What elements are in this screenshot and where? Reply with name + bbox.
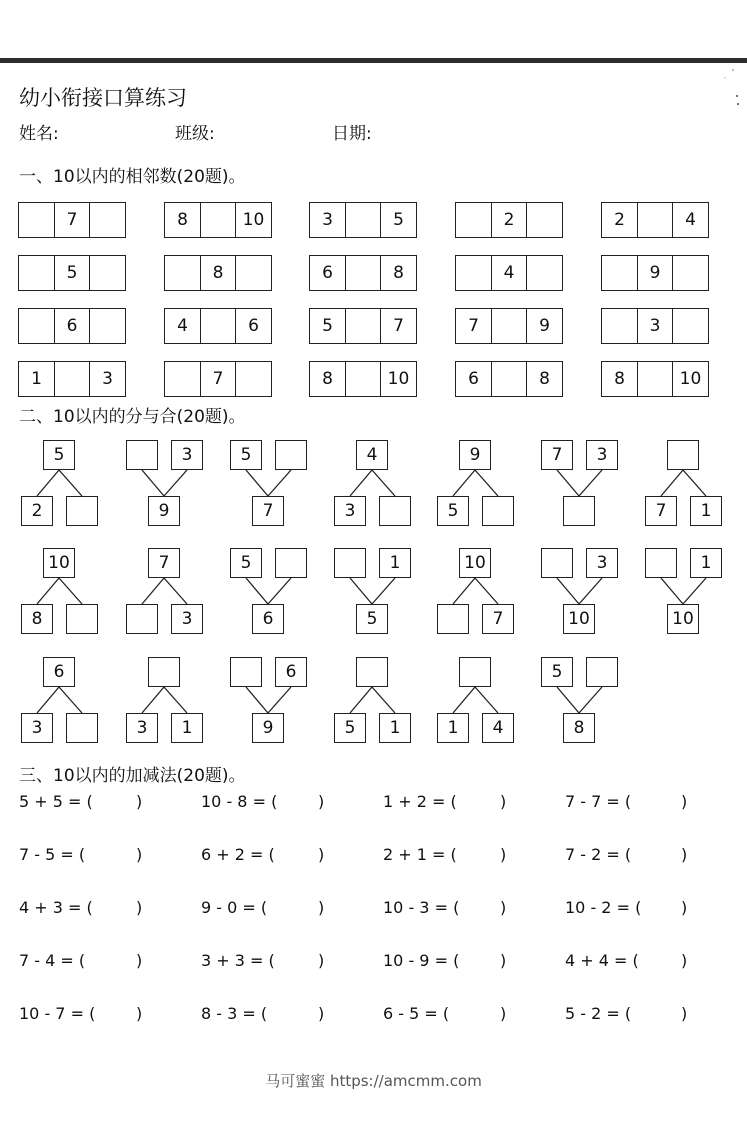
equation-text: 2 + 1 = ( <box>383 845 457 864</box>
adjacent-cell: 3 <box>637 308 674 344</box>
date-label: 日期: <box>332 124 372 144</box>
equation-text: 1 + 2 = ( <box>383 792 457 811</box>
equation-text: 4 + 3 = ( <box>19 898 93 917</box>
bond-top-box <box>148 657 180 687</box>
bond-bottom-box: 9 <box>252 713 284 743</box>
bond-line <box>246 578 268 604</box>
bond-right-box: 3 <box>171 604 203 634</box>
bond-right-box <box>66 496 98 526</box>
equation-text: 7 - 7 = ( <box>565 792 632 811</box>
adjacent-cell: 7 <box>200 361 237 397</box>
bond-right-box: 3 <box>171 440 203 470</box>
bond-top-box <box>667 440 699 470</box>
bond-line <box>557 470 579 496</box>
answer-close-paren: ) <box>318 898 325 917</box>
equation-text: 10 - 3 = ( <box>383 898 460 917</box>
bond-line <box>246 687 268 713</box>
bond-right-box: 1 <box>171 713 203 743</box>
bond-line <box>164 687 187 713</box>
adjacent-cell: 6 <box>309 255 346 291</box>
adjacent-cell: 6 <box>235 308 272 344</box>
adjacent-cell: 3 <box>309 202 346 238</box>
bond-left-box: 3 <box>126 713 158 743</box>
bond-line <box>683 470 706 496</box>
equation-text: 8 - 3 = ( <box>201 1004 268 1023</box>
adjacent-cell: 7 <box>380 308 417 344</box>
bond-left-box: 5 <box>230 440 262 470</box>
adjacent-cell: 8 <box>164 202 201 238</box>
bond-top-box: 10 <box>459 548 491 578</box>
bond-left-box <box>126 604 158 634</box>
bond-left-box: 2 <box>21 496 53 526</box>
bond-left-box: 5 <box>437 496 469 526</box>
bond-bottom-box <box>563 496 595 526</box>
bond-line <box>661 578 683 604</box>
bond-right-box <box>482 496 514 526</box>
bond-line <box>142 470 164 496</box>
answer-close-paren: ) <box>136 1004 143 1023</box>
section2-title: 二、10以内的分与合(20题)。 <box>19 407 246 427</box>
bond-bottom-box: 5 <box>356 604 388 634</box>
bond-bottom-box: 6 <box>252 604 284 634</box>
bond-line <box>683 578 706 604</box>
bond-line <box>372 578 395 604</box>
bond-line <box>453 687 475 713</box>
bond-line <box>268 578 291 604</box>
answer-close-paren: ) <box>681 898 688 917</box>
bond-top-box: 6 <box>43 657 75 687</box>
equation-text: 10 - 8 = ( <box>201 792 278 811</box>
bond-top-box: 7 <box>148 548 180 578</box>
answer-close-paren: ) <box>136 845 143 864</box>
bond-right-box: 1 <box>690 548 722 578</box>
bond-right-box: 1 <box>379 713 411 743</box>
bond-line <box>37 687 59 713</box>
bond-right-box: 1 <box>690 496 722 526</box>
section3-title: 三、10以内的加减法(20题)。 <box>19 766 246 786</box>
equation-text: 6 - 5 = ( <box>383 1004 450 1023</box>
adjacent-cell: 3 <box>89 361 126 397</box>
equation-text: 10 - 2 = ( <box>565 898 642 917</box>
bond-line <box>453 470 475 496</box>
bond-line <box>475 687 498 713</box>
bond-top-box: 10 <box>43 548 75 578</box>
bond-right-box: 3 <box>586 440 618 470</box>
adjacent-cell: 8 <box>309 361 346 397</box>
bond-top-box <box>459 657 491 687</box>
bond-right-box: 4 <box>482 713 514 743</box>
bond-line <box>59 578 82 604</box>
bond-bottom-box: 8 <box>563 713 595 743</box>
adjacent-cell: 5 <box>54 255 91 291</box>
answer-close-paren: ) <box>500 1004 507 1023</box>
equation-text: 3 + 3 = ( <box>201 951 275 970</box>
adjacent-cell: 4 <box>672 202 709 238</box>
bond-left-box: 5 <box>541 657 573 687</box>
equation-text: 7 - 5 = ( <box>19 845 86 864</box>
equation-text: 7 - 4 = ( <box>19 951 86 970</box>
bond-bottom-box: 10 <box>667 604 699 634</box>
bond-line <box>59 687 82 713</box>
bond-line <box>475 470 498 496</box>
adjacent-cell: 9 <box>637 255 674 291</box>
section1-title: 一、10以内的相邻数(20题)。 <box>19 167 246 187</box>
bond-left-box <box>126 440 158 470</box>
bond-top-box: 9 <box>459 440 491 470</box>
equation-text: 10 - 7 = ( <box>19 1004 96 1023</box>
answer-close-paren: ) <box>681 951 688 970</box>
bond-right-box: 6 <box>275 657 307 687</box>
answer-close-paren: ) <box>500 792 507 811</box>
adjacent-cell: 6 <box>54 308 91 344</box>
class-label: 班级: <box>175 124 215 144</box>
adjacent-cell: 8 <box>526 361 563 397</box>
answer-close-paren: ) <box>500 845 507 864</box>
bond-left-box: 8 <box>21 604 53 634</box>
bond-left-box: 5 <box>334 713 366 743</box>
bond-line <box>350 470 372 496</box>
bond-line <box>268 687 291 713</box>
adjacent-cell: 10 <box>672 361 709 397</box>
bond-line <box>579 687 602 713</box>
bond-line <box>661 470 683 496</box>
adjacent-cell: 7 <box>455 308 492 344</box>
equation-text: 4 + 4 = ( <box>565 951 639 970</box>
answer-close-paren: ) <box>681 845 688 864</box>
bond-line <box>372 470 395 496</box>
bond-bottom-box: 10 <box>563 604 595 634</box>
adjacent-cell: 4 <box>491 255 528 291</box>
bond-right-box <box>66 713 98 743</box>
bond-left-box: 7 <box>645 496 677 526</box>
bond-line <box>350 687 372 713</box>
adjacent-cell: 5 <box>309 308 346 344</box>
bond-left-box <box>541 548 573 578</box>
bond-line <box>142 578 164 604</box>
answer-close-paren: ) <box>500 951 507 970</box>
bond-top-box: 5 <box>43 440 75 470</box>
answer-close-paren: ) <box>136 898 143 917</box>
adjacent-cell: 8 <box>601 361 638 397</box>
answer-close-paren: ) <box>500 898 507 917</box>
bond-left-box: 3 <box>334 496 366 526</box>
bond-left-box <box>230 657 262 687</box>
answer-close-paren: ) <box>136 951 143 970</box>
adjacent-cell: 9 <box>526 308 563 344</box>
bond-line <box>579 578 602 604</box>
bond-right-box: 1 <box>379 548 411 578</box>
equation-text: 5 - 2 = ( <box>565 1004 632 1023</box>
bond-right-box <box>379 496 411 526</box>
bond-line <box>164 470 187 496</box>
answer-close-paren: ) <box>318 951 325 970</box>
bond-left-box <box>645 548 677 578</box>
bond-line <box>557 578 579 604</box>
bond-bottom-box: 7 <box>252 496 284 526</box>
bond-top-box <box>356 657 388 687</box>
answer-close-paren: ) <box>318 792 325 811</box>
adjacent-cell: 5 <box>380 202 417 238</box>
bond-left-box: 7 <box>541 440 573 470</box>
bond-right-box <box>275 548 307 578</box>
equation-text: 5 + 5 = ( <box>19 792 93 811</box>
name-label: 姓名: <box>19 124 59 144</box>
bond-line <box>557 687 579 713</box>
adjacent-cell: 8 <box>200 255 237 291</box>
adjacent-cell: 4 <box>164 308 201 344</box>
bond-line <box>59 470 82 496</box>
answer-close-paren: ) <box>681 792 688 811</box>
bond-line <box>579 470 602 496</box>
bond-line <box>246 470 268 496</box>
equation-text: 10 - 9 = ( <box>383 951 460 970</box>
bond-line <box>475 578 498 604</box>
bond-right-box <box>586 657 618 687</box>
bond-right-box: 3 <box>586 548 618 578</box>
bond-right-box <box>66 604 98 634</box>
adjacent-cell: 7 <box>54 202 91 238</box>
adjacent-cell: 2 <box>601 202 638 238</box>
adjacent-cell: 6 <box>455 361 492 397</box>
equation-text: 7 - 2 = ( <box>565 845 632 864</box>
equation-text: 9 - 0 = ( <box>201 898 268 917</box>
bond-top-box: 4 <box>356 440 388 470</box>
equation-text: 6 + 2 = ( <box>201 845 275 864</box>
bond-line <box>37 578 59 604</box>
bond-right-box: 7 <box>482 604 514 634</box>
bond-line <box>37 470 59 496</box>
bond-line <box>164 578 187 604</box>
bond-line <box>142 687 164 713</box>
footer-watermark: 马可蜜蜜 https://amcmm.com <box>265 1072 482 1090</box>
bond-line <box>350 578 372 604</box>
adjacent-cell: 2 <box>491 202 528 238</box>
bond-left-box: 3 <box>21 713 53 743</box>
bond-right-box <box>275 440 307 470</box>
answer-close-paren: ) <box>681 1004 688 1023</box>
adjacent-cell: 10 <box>380 361 417 397</box>
bond-left-box <box>437 604 469 634</box>
bond-line <box>268 470 291 496</box>
bond-left-box <box>334 548 366 578</box>
answer-close-paren: ) <box>318 1004 325 1023</box>
adjacent-cell: 10 <box>235 202 272 238</box>
answer-close-paren: ) <box>136 792 143 811</box>
bond-left-box: 5 <box>230 548 262 578</box>
answer-close-paren: ) <box>318 845 325 864</box>
page-title: 幼小衔接口算练习 <box>19 86 187 110</box>
bond-line <box>372 687 395 713</box>
adjacent-cell: 1 <box>18 361 55 397</box>
adjacent-cell: 8 <box>380 255 417 291</box>
bond-bottom-box: 9 <box>148 496 180 526</box>
bond-left-box: 1 <box>437 713 469 743</box>
bond-line <box>453 578 475 604</box>
